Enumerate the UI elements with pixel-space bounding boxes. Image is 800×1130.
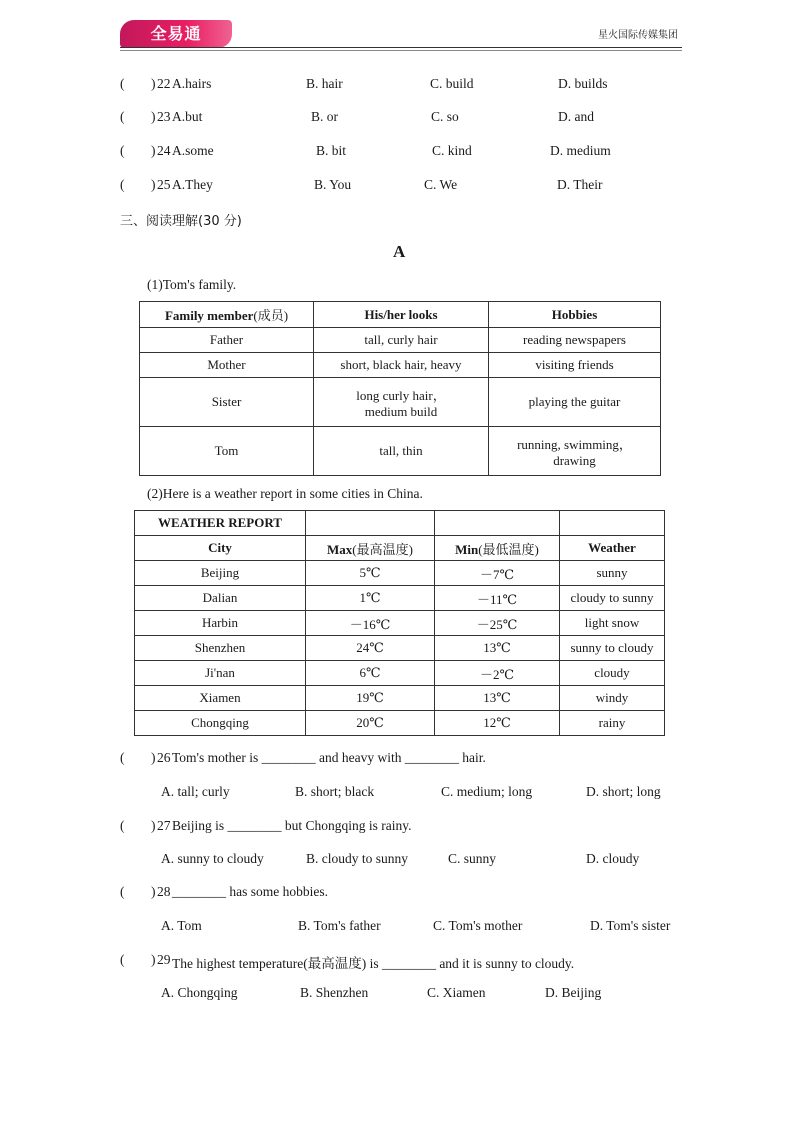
option-d: D. Tom's sister: [590, 918, 671, 933]
looks-cell: short, black hair, heavy: [314, 353, 489, 378]
city-cell: Dalian: [135, 586, 306, 611]
option-d: D. cloudy: [586, 851, 640, 866]
option-c: C. build: [430, 76, 474, 91]
member-cell: Tom: [140, 427, 314, 476]
column-header-hobbies: Hobbies: [489, 302, 661, 328]
hobby-cell: visiting friends: [489, 353, 661, 378]
max-cell: 6℃: [306, 661, 435, 686]
table-row: [135, 686, 665, 711]
question-number: 29: [157, 952, 171, 967]
option-d: D. builds: [558, 76, 608, 91]
passage-label: A: [393, 242, 406, 261]
city-cell: Shenzhen: [135, 636, 306, 661]
option-b: B. Tom's father: [298, 918, 381, 933]
max-cell: 20℃: [306, 711, 435, 736]
weather-cell: cloudy: [560, 661, 665, 686]
option-c: C. kind: [432, 143, 472, 158]
max-cell: 5℃: [306, 561, 435, 586]
question-stem: Beijing is ________ but Chongqing is rainy.: [172, 818, 412, 833]
answer-paren-open: (: [120, 750, 125, 765]
option-a: A. sunny to cloudy: [161, 851, 264, 866]
table-row: [140, 353, 661, 378]
option-a: A.some: [172, 143, 214, 158]
option-a: A.They: [172, 177, 213, 192]
header-divider: [120, 47, 682, 48]
question-stem: Tom's mother is ________ and heavy with ________ hair.: [172, 750, 486, 765]
table-row: [135, 711, 665, 736]
option-b: B. hair: [306, 76, 343, 91]
answer-paren-close: ): [151, 143, 156, 158]
weather-table: [134, 510, 665, 736]
option-b: B. or: [311, 109, 338, 124]
looks-cell: tall, curly hair: [314, 328, 489, 353]
max-cell: －16℃: [306, 611, 435, 636]
city-cell: Harbin: [135, 611, 306, 636]
min-cell: 13℃: [435, 636, 560, 661]
brand-logo: 全易通: [120, 20, 232, 48]
looks-cell: long curly hair， medium build: [314, 378, 489, 427]
option-b: B. Shenzhen: [300, 985, 369, 1000]
table-row: [140, 427, 661, 476]
option-d: D. short; long: [586, 784, 661, 799]
table-header-row: [140, 302, 661, 328]
option-a: A. tall; curly: [161, 784, 230, 799]
answer-paren-close: ): [151, 818, 156, 833]
min-cell: －25℃: [435, 611, 560, 636]
empty-cell: [306, 511, 435, 536]
weather-cell: light snow: [560, 611, 665, 636]
min-cell: 12℃: [435, 711, 560, 736]
weather-cell: sunny to cloudy: [560, 636, 665, 661]
option-d: D. and: [558, 109, 594, 124]
column-header-min: Min(最低温度): [435, 536, 560, 561]
table-row: [135, 636, 665, 661]
question-number: 26: [157, 750, 171, 765]
column-header-looks: His/her looks: [314, 302, 489, 328]
city-cell: Beijing: [135, 561, 306, 586]
family-table: [139, 301, 661, 476]
option-c: C. medium; long: [441, 784, 533, 799]
option-c: C. so: [431, 109, 459, 124]
option-b: B. You: [314, 177, 352, 192]
question-number: 24: [157, 143, 171, 158]
option-d: D. Their: [557, 177, 603, 192]
option-a: A. Chongqing: [161, 985, 238, 1000]
table-row: [135, 611, 665, 636]
option-a: A. Tom: [161, 918, 202, 933]
column-header-member: Family member(成员): [140, 302, 314, 328]
question-number: 27: [157, 818, 171, 833]
table-row: [140, 328, 661, 353]
max-cell: 19℃: [306, 686, 435, 711]
hobby-cell: running, swimming， drawing: [489, 427, 661, 476]
max-cell: 24℃: [306, 636, 435, 661]
answer-paren-open: (: [120, 76, 125, 91]
table-title-row: [135, 511, 665, 536]
option-c: C. Xiamen: [427, 985, 486, 1000]
option-a: A.but: [172, 109, 203, 124]
min-cell: －2℃: [435, 661, 560, 686]
section-title: 三、阅读理解(30 分): [120, 214, 242, 229]
question-number: 25: [157, 177, 171, 192]
question-number: 23: [157, 109, 171, 124]
member-cell: Sister: [140, 378, 314, 427]
answer-paren-close: ): [151, 109, 156, 124]
answer-paren-close: ): [151, 177, 156, 192]
answer-paren-close: ): [151, 952, 156, 967]
answer-paren-open: (: [120, 177, 125, 192]
weather-intro: (2)Here is a weather report in some cities in China.: [147, 486, 423, 501]
min-cell: 13℃: [435, 686, 560, 711]
option-c: C. We: [424, 177, 458, 192]
answer-paren-open: (: [120, 818, 125, 833]
question-number: 22: [157, 76, 171, 91]
table-row: [135, 561, 665, 586]
option-b: B. cloudy to sunny: [306, 851, 409, 866]
answer-paren-close: ): [151, 750, 156, 765]
table-row: [135, 586, 665, 611]
answer-paren-close: ): [151, 884, 156, 899]
hobby-cell: reading newspapers: [489, 328, 661, 353]
empty-cell: [560, 511, 665, 536]
hobby-cell: playing the guitar: [489, 378, 661, 427]
empty-cell: [435, 511, 560, 536]
question-stem: ________ has some hobbies.: [172, 884, 328, 899]
column-header-max: Max(最高温度): [306, 536, 435, 561]
answer-paren-open: (: [120, 884, 125, 899]
option-d: D. medium: [550, 143, 611, 158]
member-cell: Mother: [140, 353, 314, 378]
option-c: C. Tom's mother: [433, 918, 523, 933]
min-cell: －7℃: [435, 561, 560, 586]
weather-cell: rainy: [560, 711, 665, 736]
city-cell: Xiamen: [135, 686, 306, 711]
table-header-row: [135, 536, 665, 561]
max-cell: 1℃: [306, 586, 435, 611]
answer-paren-open: (: [120, 952, 125, 967]
answer-paren-open: (: [120, 109, 125, 124]
option-d: D. Beijing: [545, 985, 602, 1000]
weather-cell: cloudy to sunny: [560, 586, 665, 611]
table-row: [135, 661, 665, 686]
min-cell: －11℃: [435, 586, 560, 611]
publisher-name: 星火国际传媒集团: [598, 30, 678, 41]
option-b: B. bit: [316, 143, 347, 158]
header-divider-thin: [120, 50, 682, 51]
city-cell: Chongqing: [135, 711, 306, 736]
option-c: C. sunny: [448, 851, 497, 866]
weather-report-title: WEATHER REPORT: [135, 511, 306, 536]
weather-cell: windy: [560, 686, 665, 711]
option-b: B. short; black: [295, 784, 375, 799]
column-header-weather: Weather: [560, 536, 665, 561]
column-header-city: City: [135, 536, 306, 561]
answer-paren-close: ): [151, 76, 156, 91]
city-cell: Ji'nan: [135, 661, 306, 686]
question-number: 28: [157, 884, 171, 899]
table-row: [140, 378, 661, 427]
looks-cell: tall, thin: [314, 427, 489, 476]
member-cell: Father: [140, 328, 314, 353]
family-intro: (1)Tom's family.: [147, 277, 237, 292]
option-a: A.hairs: [172, 76, 212, 91]
question-stem: The highest temperature(最高温度) is ________ and it is sunny to cloudy.: [172, 956, 575, 971]
answer-paren-open: (: [120, 143, 125, 158]
weather-cell: sunny: [560, 561, 665, 586]
